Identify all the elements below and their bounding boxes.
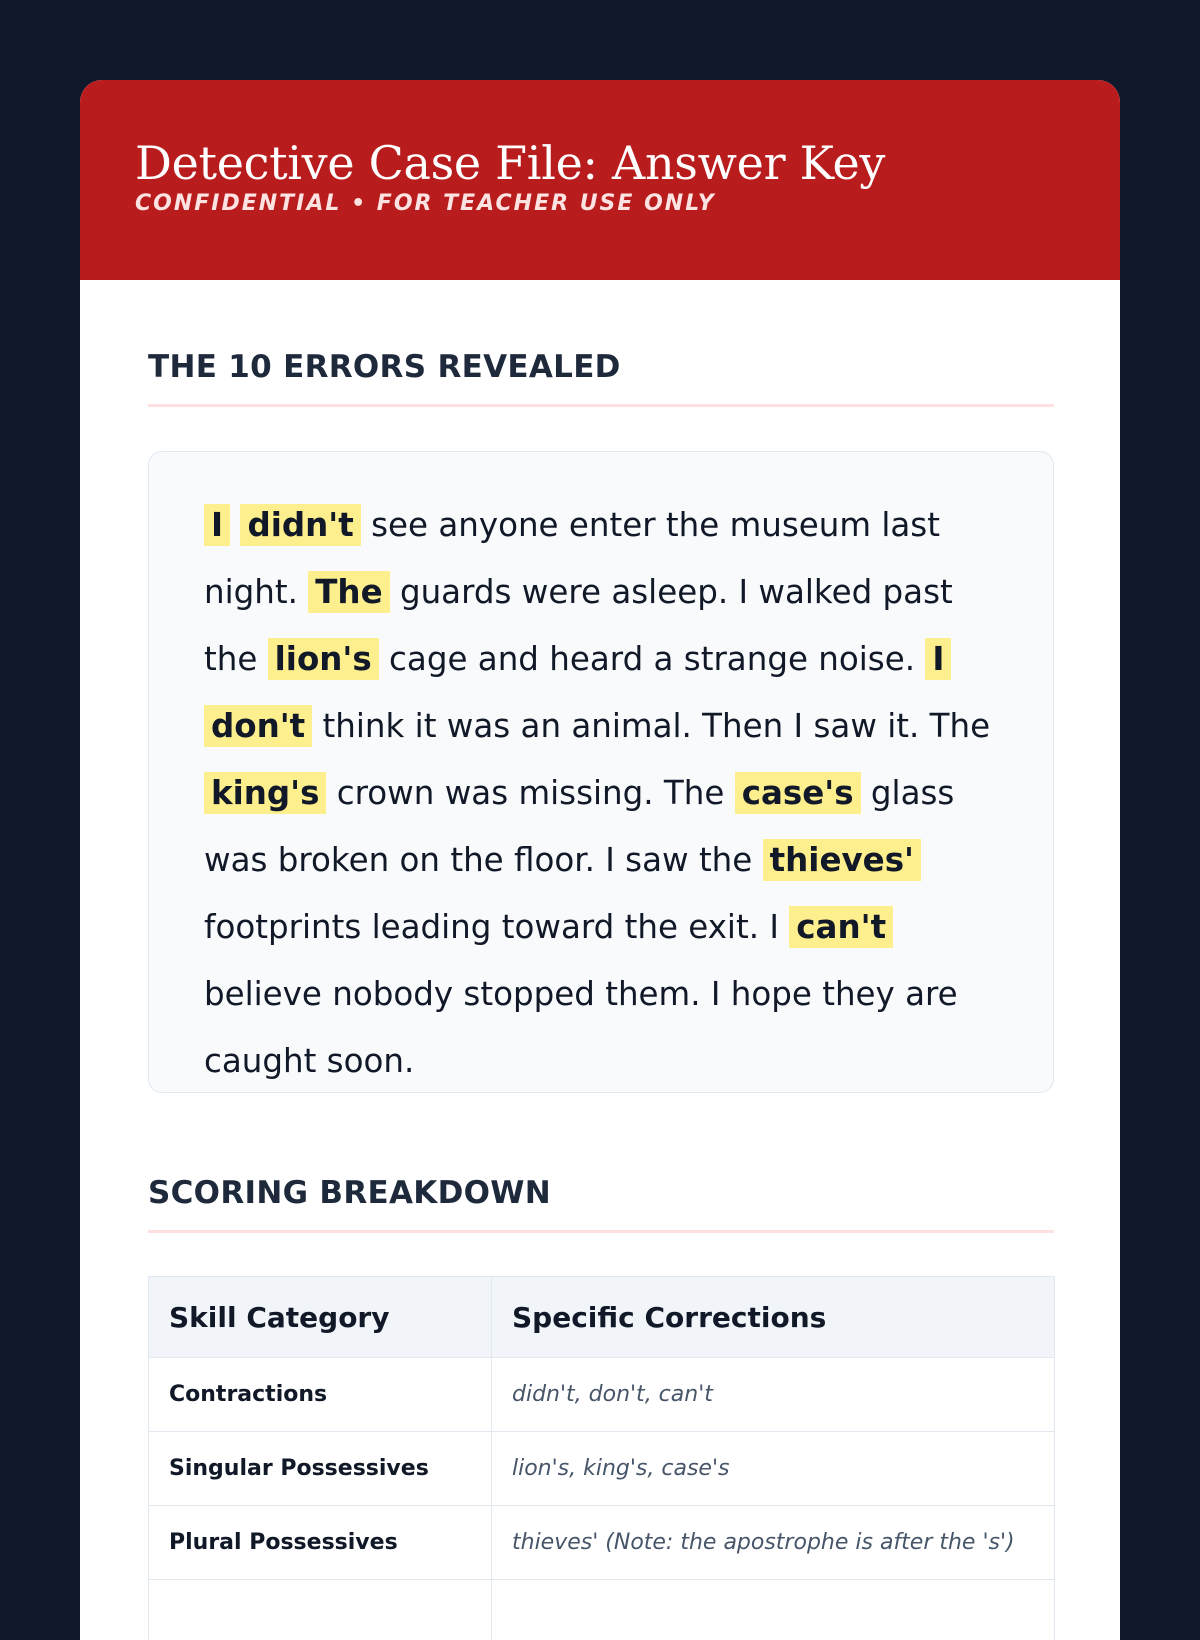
highlighted-error-word: king's	[204, 772, 326, 814]
scoring-table-wrapper	[148, 1276, 1054, 1640]
passage-text: guards were asleep. I walked past the	[204, 573, 953, 678]
highlighted-error-word: lion's	[268, 638, 379, 680]
column-header-skill-category: Skill Category	[149, 1277, 492, 1358]
passage-text: glass was broken on the floor. I saw the	[204, 774, 954, 879]
errors-section-heading	[148, 348, 1054, 407]
passage-text: footprints leading toward the exit. I	[204, 908, 789, 946]
page-title: Detective Case File: Answer Key	[135, 135, 1120, 191]
passage-text	[230, 506, 240, 544]
skill-category-cell: Contractions	[149, 1358, 492, 1432]
passage-text: see anyone enter the museum last night.	[204, 506, 940, 611]
column-header-specific-corrections: Specific Corrections	[492, 1277, 1055, 1358]
passage-text: believe nobody stopped them. I hope they are caught soon.	[204, 975, 958, 1080]
scoring-section-heading	[148, 1174, 1054, 1233]
table-row	[149, 1506, 1055, 1580]
passage-text: crown was missing. The	[326, 774, 734, 812]
skill-category-cell: Plural Possessives	[149, 1506, 492, 1580]
corrections-cell: thieves' (Note: the apostrophe is after the 's')	[492, 1506, 1055, 1580]
errors-section-title: THE 10 ERRORS REVEALED	[148, 348, 1054, 407]
passage-text: cage and heard a strange noise.	[379, 640, 926, 678]
passage-text: think it was an animal. Then I saw it. The	[312, 707, 990, 745]
corrections-cell	[492, 1580, 1055, 1640]
highlighted-error-word: The	[308, 571, 389, 613]
corrections-cell: lion's, king's, case's	[492, 1432, 1055, 1506]
skill-category-cell	[149, 1580, 492, 1640]
answer-key-card	[80, 80, 1120, 1640]
highlighted-error-word: case's	[735, 772, 861, 814]
corrections-cell: didn't, don't, can't	[492, 1358, 1055, 1432]
highlighted-error-word: can't	[789, 906, 893, 948]
table-row	[149, 1432, 1055, 1506]
highlighted-error-word: didn't	[240, 504, 360, 546]
evidence-passage	[204, 492, 1013, 1095]
highlighted-error-word: I	[925, 638, 951, 680]
skill-category-cell: Singular Possessives	[149, 1432, 492, 1506]
table-header-row	[149, 1277, 1055, 1358]
evidence-passage-box	[148, 451, 1054, 1093]
confidential-subtitle: CONFIDENTIAL • FOR TEACHER USE ONLY	[135, 191, 1120, 217]
scoring-table	[148, 1276, 1055, 1640]
table-row	[149, 1358, 1055, 1432]
highlighted-error-word: I	[204, 504, 230, 546]
highlighted-error-word: don't	[204, 705, 312, 747]
highlighted-error-word: thieves'	[763, 839, 921, 881]
scoring-section-title: SCORING BREAKDOWN	[148, 1174, 1054, 1233]
table-row	[149, 1580, 1055, 1640]
case-file-header	[80, 80, 1120, 280]
